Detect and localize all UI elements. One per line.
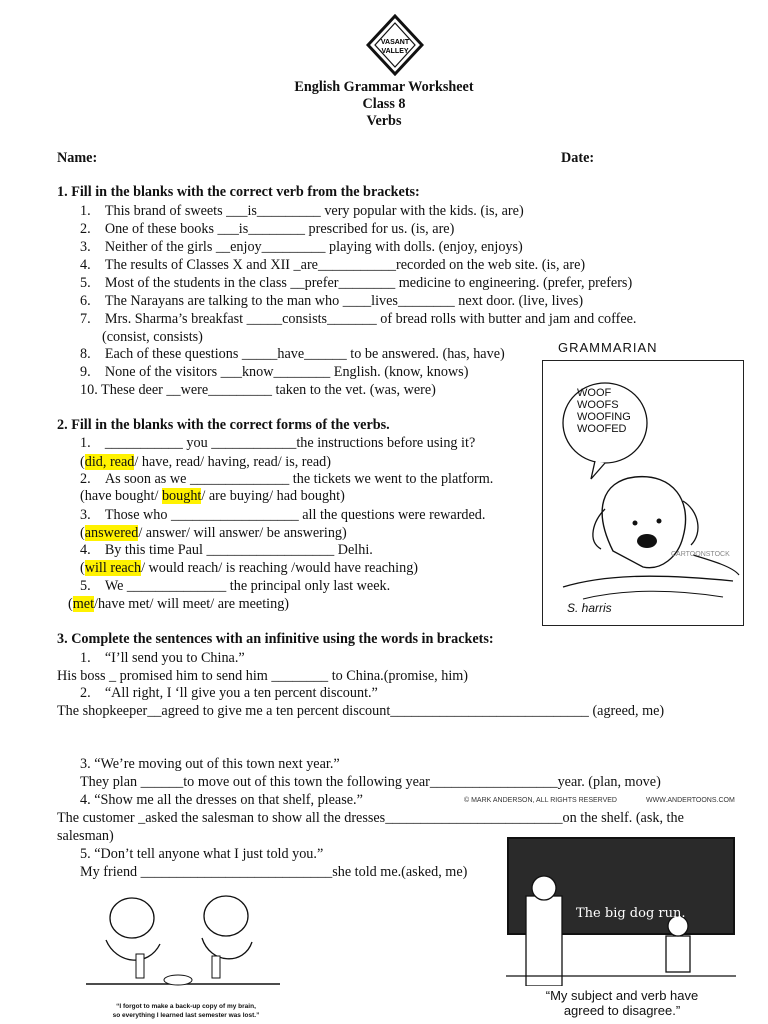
speech-bubble-text: WOOF WOOFS WOOFING WOOFED	[577, 387, 631, 435]
section1-item: 4. The results of Classes X and XII _are___________recorded on the web site. (is, are)	[80, 257, 586, 273]
section3-quote: 3. “We’re moving out of this town next year.”	[80, 756, 340, 772]
section1-item: 5. Most of the students in the class __prefer________ medicine to engineering. (prefer, prefers)	[80, 275, 633, 291]
section2-question: 2. As soon as we ______________ the tickets we went to the platform.	[80, 471, 494, 487]
section1-item: 9. None of the visitors ___know________ English. (know, knows)	[80, 364, 469, 380]
section1-item: 3. Neither of the girls __enjoy_________ playing with dolls. (enjoy, enjoys)	[80, 239, 523, 255]
students-caption-line1: “I forgot to make a back-up copy of my brain,	[116, 1003, 256, 1010]
section2-question: 1. ___________ you ____________the instructions before using it?	[80, 435, 476, 451]
worksheet-title: English Grammar Worksheet	[294, 79, 474, 95]
section3-quote: 1. “I’ll send you to China.”	[80, 650, 245, 666]
section3-answer: His boss _ promised him to send him ________ to China.(promise, him)	[57, 668, 469, 684]
section2-options: (did, read/ have, read/ having, read/ is, read)	[80, 454, 331, 470]
watermark: CARTOONSTOCK	[671, 551, 730, 558]
section1-item: 8. Each of these questions _____have______ to be answered. (has, have)	[80, 346, 505, 362]
section1-item: 10. These deer __were_________ taken to the vet. (was, were)	[80, 382, 436, 398]
date-label: Date:	[561, 150, 595, 166]
section2-question: 4. By this time Paul __________________ Delhi.	[80, 542, 373, 558]
section2-options: (have bought/ bought/ are buying/ had bought)	[80, 488, 345, 504]
section3-quote: 5. “Don’t tell anyone what I just told you.”	[80, 846, 324, 862]
section1-item: 6. The Narayans are talking to the man who ____lives________ next door. (live, lives)	[80, 293, 584, 309]
students-cartoon	[86, 884, 280, 1002]
copyright-credit: © MARK ANDERSON, ALL RIGHTS RESERVED	[464, 797, 617, 804]
section2-question: 5. We ______________ the principal only last week.	[80, 578, 391, 594]
class-label: Class 8	[362, 96, 406, 112]
grammarian-cartoon	[540, 336, 748, 628]
section3-heading: 3. Complete the sentences with an infinitive using the words in brackets:	[57, 631, 494, 647]
section3-answer: They plan ______to move out of this town the following year__________________year. (plan, move)	[80, 774, 661, 790]
artist-signature: S. harris	[567, 601, 612, 615]
highlighted-answer: will reach	[84, 560, 142, 576]
classroom-caption-line2: agreed to disagree.”	[563, 1003, 681, 1018]
section1-heading: 1. Fill in the blanks with the correct verb from the brackets:	[57, 184, 420, 200]
name-label: Name:	[57, 150, 98, 166]
section2-options: (will reach/ would reach/ is reaching /would have reaching)	[80, 560, 419, 576]
section3-quote: 2. “All right, I ‘ll give you a ten percent discount.”	[80, 685, 378, 701]
section2-options: (answered/ answer/ will answer/ be answering)	[80, 525, 347, 541]
section1-item: 7. Mrs. Sharma’s breakfast _____consists_______ of bread rolls with butter and jam and coffee.	[80, 311, 637, 327]
section2-options: (met/have met/ will meet/ are meeting)	[68, 596, 290, 612]
svg-text:VASANT: VASANT	[380, 39, 410, 46]
website-credit: WWW.ANDERTOONS.COM	[646, 797, 735, 804]
school-logo	[366, 14, 424, 76]
classroom-caption-line1: “My subject and verb have	[545, 988, 699, 1003]
cartoon-frame	[542, 360, 744, 626]
highlighted-answer: did, read	[84, 454, 135, 470]
section1-item: 1. This brand of sweets ___is_________ very popular with the kids. (is, are)	[80, 203, 524, 219]
section3-answer: The customer _asked the salesman to show all the dresses_________________________on the shelf. (ask, the	[57, 810, 684, 826]
highlighted-answer: answered	[84, 525, 139, 541]
section3-answer: The shopkeeper__agreed to give me a ten percent discount____________________________ (agreed, me)	[57, 703, 665, 719]
section3-answer-continued: salesman)	[57, 828, 114, 844]
highlighted-answer: met	[72, 596, 95, 612]
cartoon-title: GRAMMARIAN	[558, 340, 658, 355]
section3-answer: My friend ___________________________she told me.(asked, me)	[80, 864, 468, 880]
section2-heading: 2. Fill in the blanks with the correct forms of the verbs.	[57, 417, 390, 433]
highlighted-answer: bought	[161, 488, 202, 504]
classroom-cartoon	[506, 836, 738, 986]
section2-question: 3. Those who __________________ all the questions were rewarded.	[80, 507, 486, 523]
students-illustration	[86, 884, 280, 1002]
topic-label: Verbs	[366, 113, 402, 129]
students-caption-line2: so everything I learned last semester was lost.”	[112, 1012, 260, 1019]
chalkboard-text: The big dog run.	[576, 906, 686, 921]
section1-item-continued: (consist, consists)	[102, 329, 203, 345]
dog-illustration	[543, 361, 743, 625]
section1-item: 2. One of these books ___is________ prescribed for us. (is, are)	[80, 221, 455, 237]
section3-quote: 4. “Show me all the dresses on that shelf, please.”	[80, 792, 363, 808]
svg-text:VALLEY: VALLEY	[381, 48, 409, 55]
